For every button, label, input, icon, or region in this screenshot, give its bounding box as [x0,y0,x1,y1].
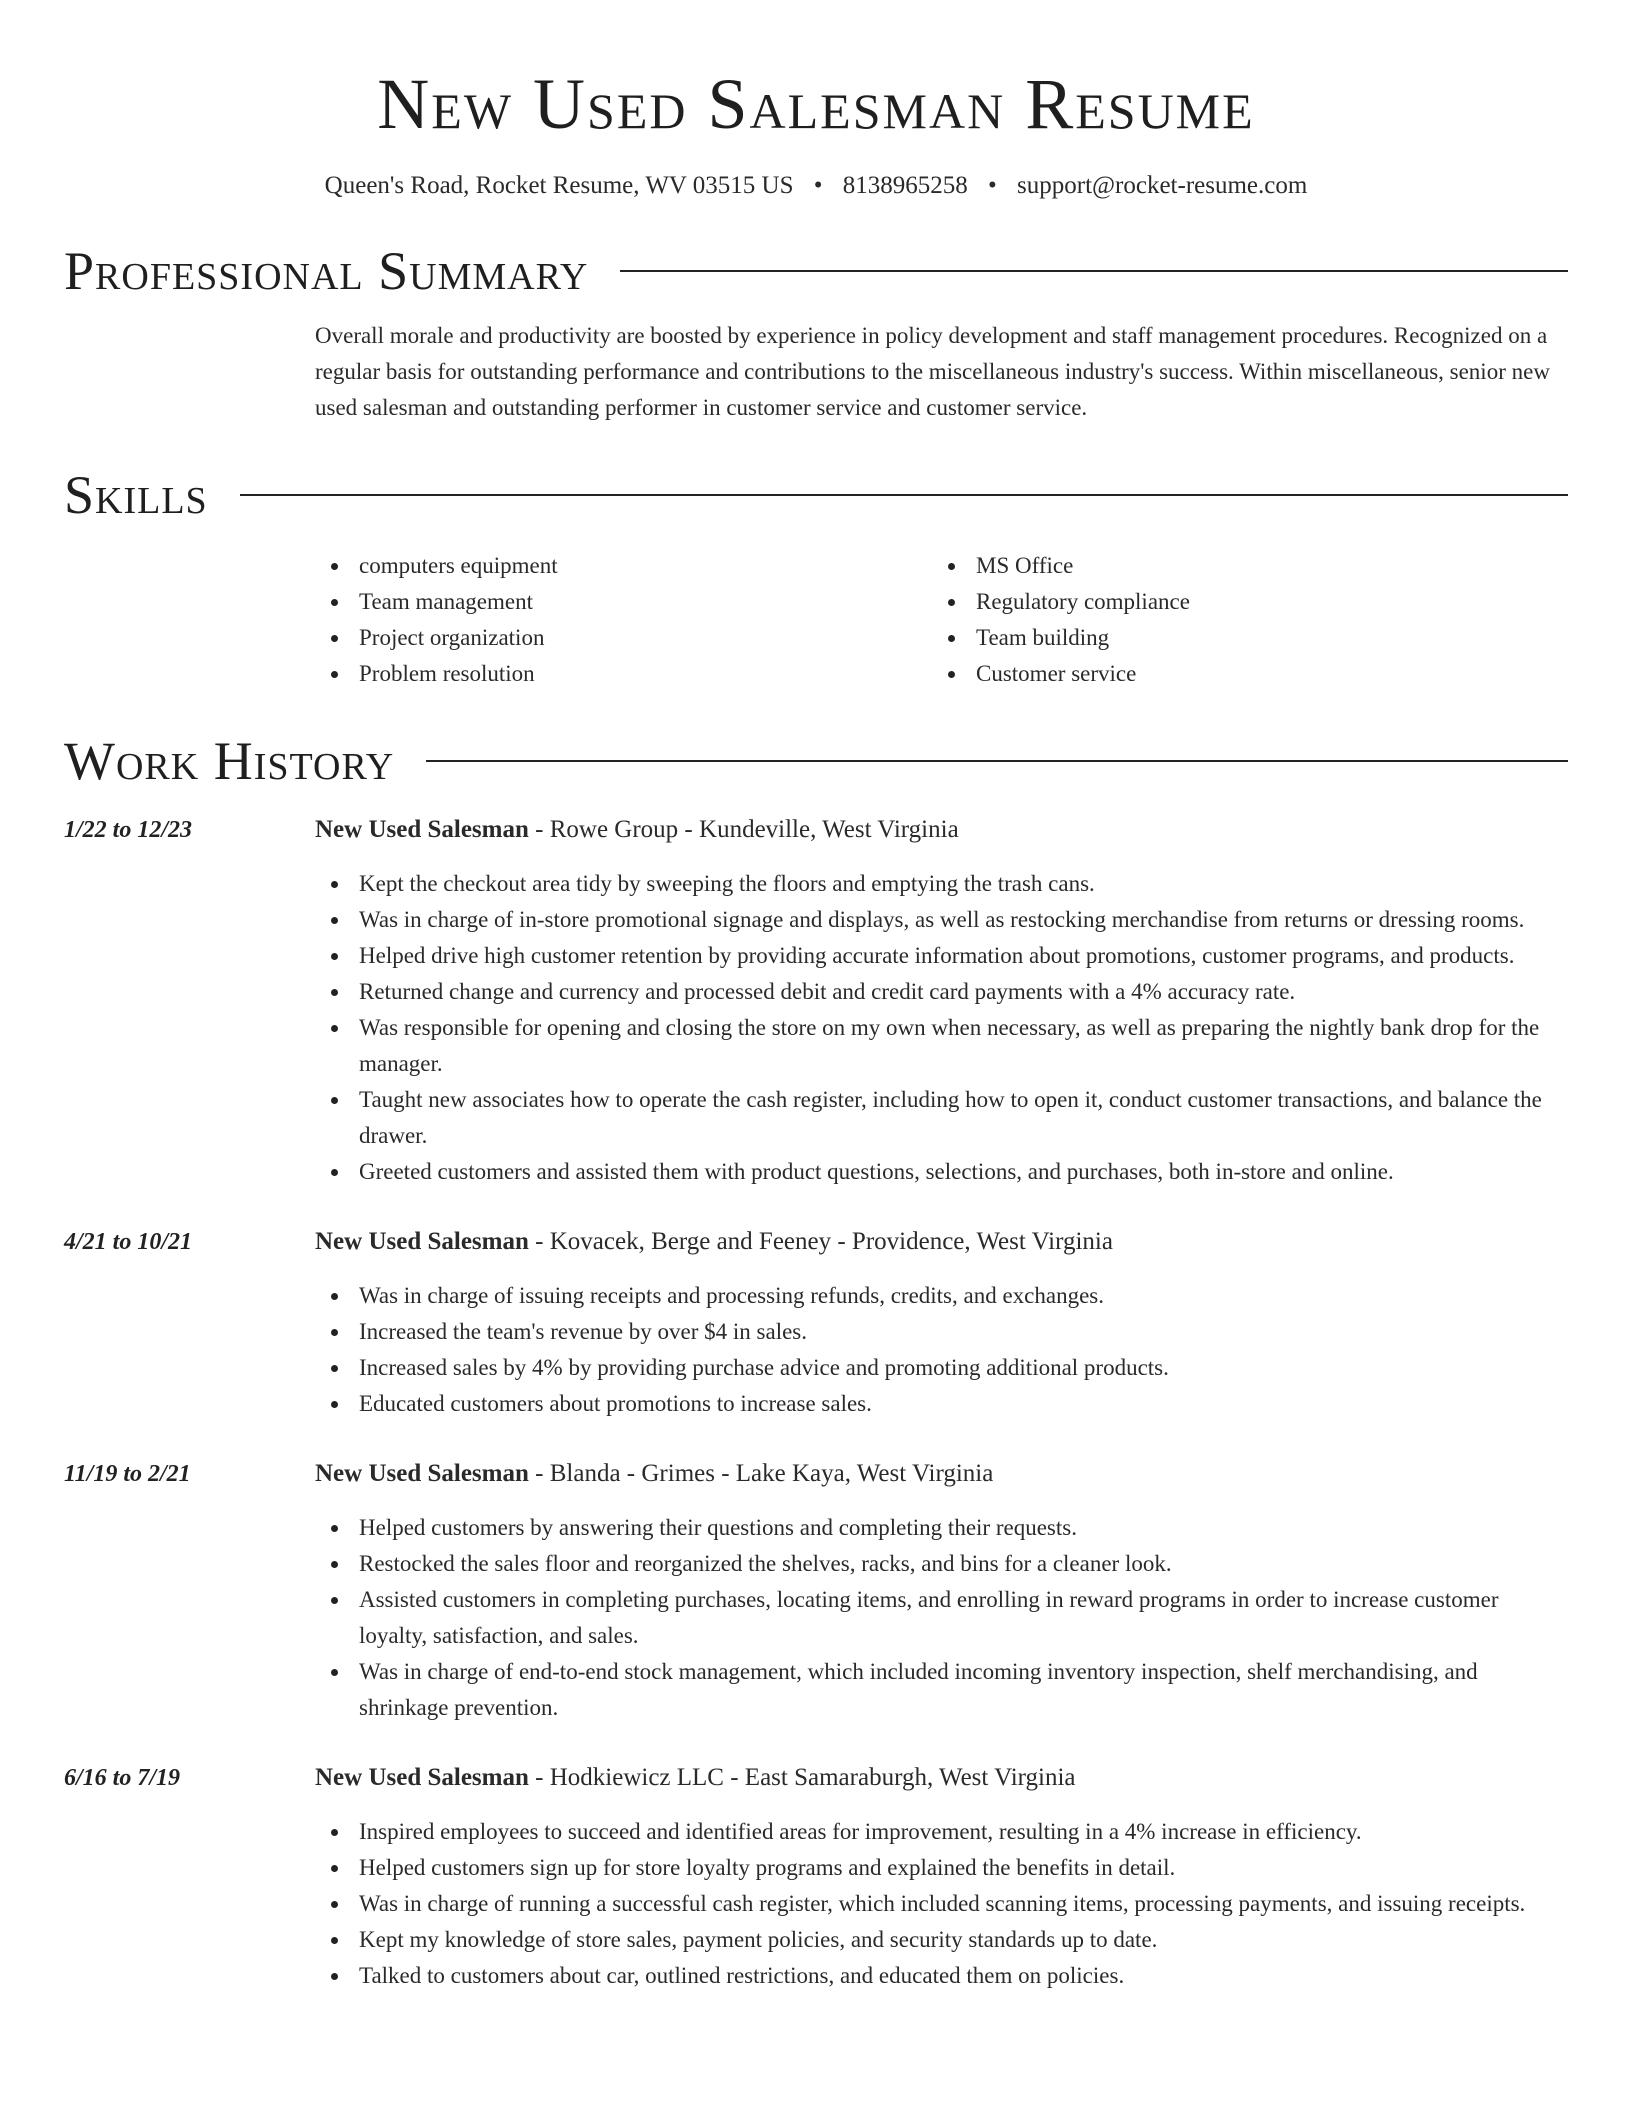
section-divider [240,494,1568,496]
skills-section-header [64,460,1568,530]
skills-list [315,548,1568,692]
job-bullet: Returned change and currency and processed debit and credit card payments with a 4% accuracy rate. [315,974,1568,1010]
job-bullet: Taught new associates how to operate the cash register, including how to open it, conduct customer transactions, and balance the drawer. [315,1082,1568,1154]
job-bullet: Kept the checkout area tidy by sweeping the floors and emptying the trash cans. [315,866,1568,902]
contact-separator: • [813,172,823,199]
job-bullet: Was in charge of in-store promotional signage and displays, as well as restocking merchandise from returns or dressing rooms. [315,902,1568,938]
skill-item: MS Office [932,548,1549,584]
job-role: New Used Salesman [315,1764,529,1791]
job-company-location: - Rowe Group - Kundeville, West Virginia [528,816,959,843]
job-role: New Used Salesman [315,816,529,843]
skill-item: Customer service [932,656,1549,692]
skill-item: Problem resolution [315,656,932,692]
job-bullets [315,866,1568,1190]
summary-section-header [64,236,1568,306]
contact-address: Queen's Road, Rocket Resume, WV 03515 US [324,172,794,199]
summary-text: Overall morale and productivity are boosted by experience in policy development and staff management procedures. Recognized on a regular basis for outstanding performance and contributions to the miscellaneous industry's success. Within miscellaneous, senior new used salesman and outstanding performer in customer service and customer service. [315,323,1550,420]
job-headline [315,1760,1568,1796]
section-divider [426,760,1568,762]
job-bullets [315,1814,1568,1994]
job-headline [315,1224,1568,1260]
work-section-title: Work History [64,731,395,791]
skills-column-left [315,548,932,692]
skill-item: Project organization [315,620,932,656]
skill-item: Team management [315,584,932,620]
job-bullet: Greeted customers and assisted them with product questions, selections, and purchases, both in-store and online. [315,1154,1568,1190]
job-bullet: Educated customers about promotions to increase sales. [315,1386,1568,1422]
job-bullet: Assisted customers in completing purchases, locating items, and enrolling in reward programs in order to increase customer loyalty, satisfaction, and sales. [315,1582,1568,1654]
job-dates: 4/21 to 10/21 [64,1229,193,1255]
job-spacer [64,1422,1568,1438]
resume-title: New Used Salesman Resume [377,64,1255,144]
work-history-list [64,812,1568,1994]
contact-line [64,170,1568,202]
job-dates: 11/19 to 2/21 [64,1461,191,1487]
job-body [315,812,1568,1190]
job-headline [315,1456,1568,1492]
skill-item: Team building [932,620,1549,656]
job-company-location: - Hodkiewicz LLC - East Samaraburgh, West Virginia [528,1764,1076,1791]
job-bullet: Helped customers by answering their questions and completing their requests. [315,1510,1568,1546]
skills-section-title: Skills [64,465,208,525]
resume-page [64,0,1568,1994]
summary-section-title: Professional Summary [64,241,589,301]
job-body [315,1760,1568,1994]
job-entry [64,1456,1568,1726]
job-bullets [315,1510,1568,1726]
job-entry [64,1760,1568,1994]
job-company-location: - Blanda - Grimes - Lake Kaya, West Virginia [528,1460,994,1487]
job-bullet: Helped customers sign up for store loyalty programs and explained the benefits in detail. [315,1850,1568,1886]
job-role: New Used Salesman [315,1460,529,1487]
job-bullet: Was in charge of running a successful cash register, which included scanning items, processing payments, and issuing receipts. [315,1886,1568,1922]
job-bullet: Kept my knowledge of store sales, payment policies, and security standards up to date. [315,1922,1568,1958]
job-bullet: Increased the team's revenue by over $4 in sales. [315,1314,1568,1350]
job-bullet: Increased sales by 4% by providing purchase advice and promoting additional products. [315,1350,1568,1386]
job-bullet: Restocked the sales floor and reorganized the shelves, racks, and bins for a cleaner look. [315,1546,1568,1582]
job-bullet: Was responsible for opening and closing the store on my own when necessary, as well as preparing the nightly bank drop for the manager. [315,1010,1568,1082]
skill-item: computers equipment [315,548,932,584]
job-entry [64,1224,1568,1422]
job-spacer [64,1190,1568,1206]
section-divider [620,270,1568,272]
skill-item: Regulatory compliance [932,584,1549,620]
skills-column-right [932,548,1549,692]
job-bullets [315,1278,1568,1422]
job-entry [64,812,1568,1190]
job-bullet: Helped drive high customer retention by providing accurate information about promotions, customer programs, and products. [315,938,1568,974]
contact-email: support@rocket-resume.com [1017,172,1308,199]
job-dates: 1/22 to 12/23 [64,817,193,843]
job-body [315,1456,1568,1726]
job-bullet: Was in charge of issuing receipts and processing refunds, credits, and exchanges. [315,1278,1568,1314]
contact-phone: 8138965258 [842,172,968,199]
job-company-location: - Kovacek, Berge and Feeney - Providence, West Virginia [528,1228,1113,1255]
job-body [315,1224,1568,1422]
job-role: New Used Salesman [315,1228,529,1255]
contact-separator: • [988,172,997,199]
job-bullet: Was in charge of end-to-end stock management, which included incoming inventory inspection, shelf merchandising, and shrinkage prevention. [315,1654,1568,1726]
job-headline [315,812,1568,848]
job-dates: 6/16 to 7/19 [64,1765,181,1791]
job-spacer [64,1726,1568,1742]
job-bullet: Talked to customers about car, outlined restrictions, and educated them on policies. [315,1958,1568,1994]
job-bullet: Inspired employees to succeed and identified areas for improvement, resulting in a 4% increase in efficiency. [315,1814,1568,1850]
work-section-header [64,726,1568,796]
